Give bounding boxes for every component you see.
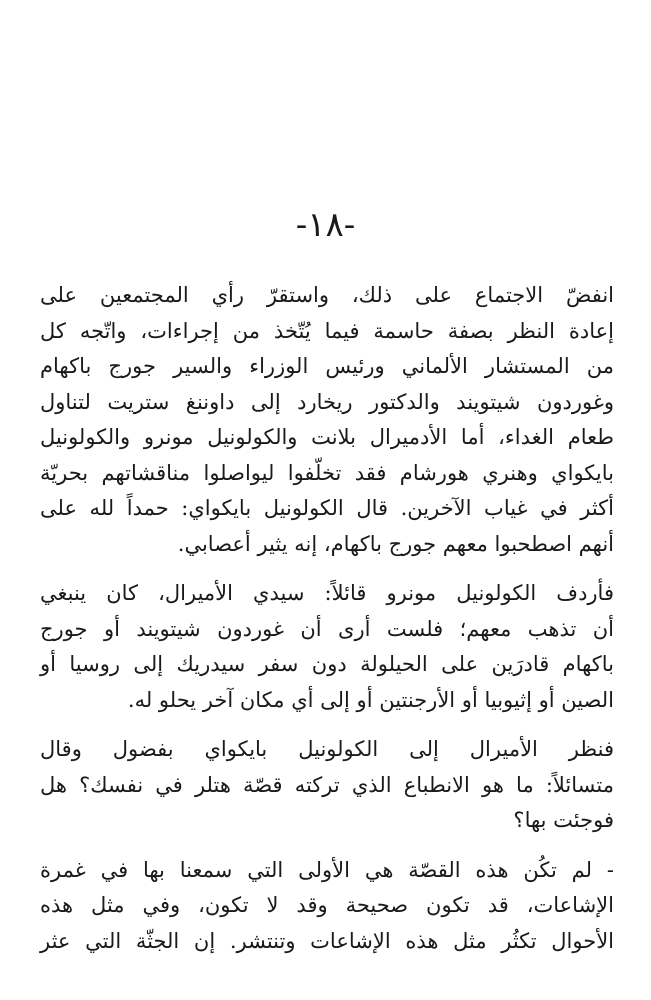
text-line: طعام الغداء، أما الأدميرال بلانت والكولونيل مونرو والكولونيل — [40, 425, 614, 449]
text-line: انفضّ الاجتماع على ذلك، واستقرّ رأي المجتمعين على — [40, 283, 614, 307]
paragraph — [40, 853, 614, 960]
text-line: الصين أو إثيوبيا أو الأرجنتين أو إلى أي مكان آخر يحلو له. — [127, 687, 614, 712]
text-line: متسائلاً: ما هو الانطباع الذي تركته قصّة هتلر في نفسك؟ هل — [40, 772, 614, 797]
text-line: فنظر الأميرال إلى الكولونيل بايكواي بفضول وقال — [40, 737, 614, 761]
text-line: فوجئت بها؟ — [513, 808, 614, 832]
paragraph — [40, 278, 614, 562]
paragraph — [40, 576, 614, 718]
text-line: من المستشار الألماني ورئيس الوزراء والسير جورج باكهام — [40, 354, 614, 378]
page-number: -١٨- — [295, 205, 356, 245]
text-line: أنهم اصطحبوا معهم جورج باكهام، إنه يثير أعصابي. — [177, 531, 614, 556]
text-line: فأردف الكولونيل مونرو قائلاً: سيدي الأميرال، كان ينبغي — [40, 581, 614, 605]
text-line: - لم تكُن هذه القصّة هي الأولى التي سمعنا بها في غمرة — [40, 857, 614, 882]
text-line: إعادة النظر بصفة حاسمة فيما يُتّخذ من إجراءات، واتّجه كل — [40, 318, 614, 343]
text-line: باكهام قادرَين على الحيلولة دون سفر سيدريك إلى روسيا أو — [40, 652, 614, 676]
text-line: وغوردون شيتويند والدكتور ريخارد إلى داوننغ ستريت لتناول — [40, 389, 614, 414]
text-line: الإشاعات، قد تكون صحيحة وقد لا تكون، وفي مثل هذه — [40, 893, 614, 917]
text-line: بايكواي وهنري هورشام فقد تخلّفوا ليواصلوا مناقشاتهم بحريّة — [40, 460, 614, 485]
paragraph — [40, 732, 614, 839]
text-line: أكثر في غياب الآخرين. قال الكولونيل بايكواي: حمداً لله على — [40, 496, 614, 520]
text-line: الأحوال تكثُر مثل هذه الإشاعات وتنتشر. إن الجثّة التي عثر — [40, 928, 614, 953]
body-text — [40, 278, 614, 973]
text-line: أن تذهب معهم؛ فلست أرى أن غوردون شيتويند أو جورج — [40, 616, 614, 641]
